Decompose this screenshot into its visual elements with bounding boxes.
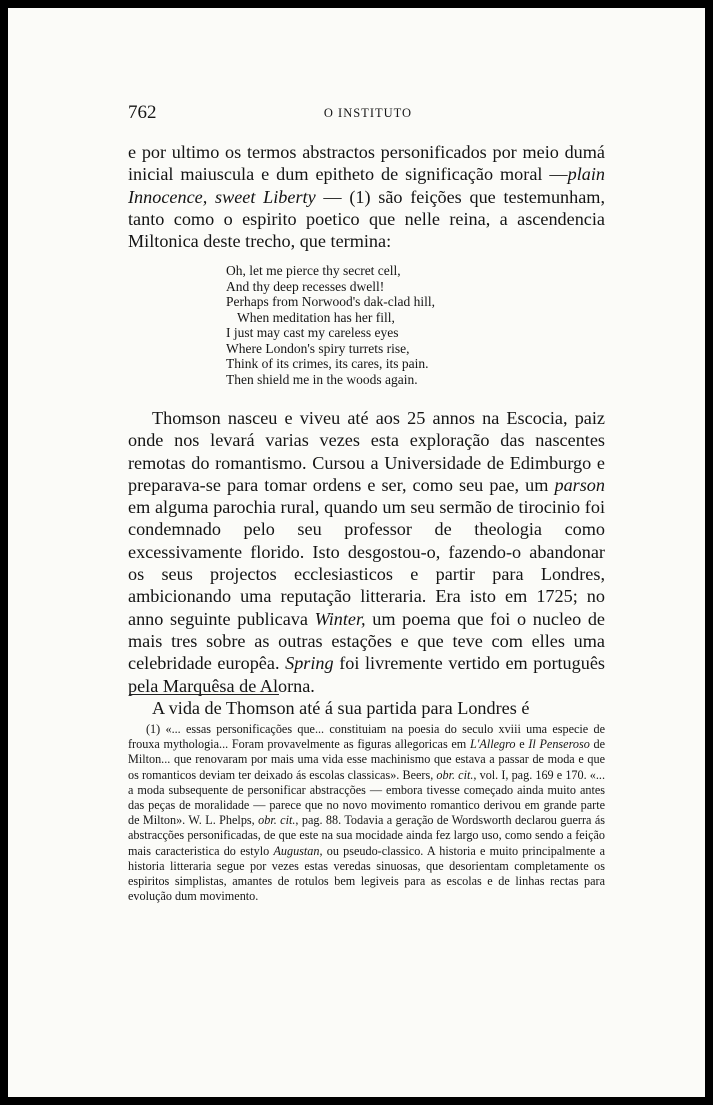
paragraph-2-emphasis-spring: Spring	[285, 653, 334, 674]
page-number: 762	[128, 102, 157, 123]
footnote-text-c: de Milton... que renovaram por mais uma vida esse machinismo que estava a passar de moda e que os romanticos deviam ter deixado ás escolas classicas». Beers,	[128, 737, 606, 782]
poem-line: Where London's spiry turrets rise,	[226, 340, 410, 356]
paragraph-3: A vida de Thomson até á sua partida para Londres é	[152, 697, 530, 718]
running-head	[128, 102, 608, 124]
footnote-divider	[129, 694, 279, 695]
paragraph-1-text-b: — (1) são feições que testemunham, tanto como o espirito poetico que nelle reina, a ascendencia Miltonica deste trecho, que termina:	[128, 186, 606, 252]
running-title: O INSTITUTO	[323, 106, 413, 120]
poem-line: Think of its crimes, its cares, its pain.	[226, 356, 429, 371]
footnote-text-d: , vol. I, pag. 169 e 170. «... a moda subsequente de personificar abstracções — embora tivesse começado ainda muito antes das peças de moralidade — parece que no novo movimento romantico derivou em grande parte de Milton». W. L. Phelps,	[128, 767, 606, 828]
footnote-emphasis-obr-cit-2: obr. cit.	[258, 813, 296, 828]
poem-line: Perhaps from Norwood's dak-clad hill,	[226, 294, 436, 309]
poem-line: And thy deep recesses dwell!	[226, 278, 385, 294]
footnote-text-e: , pag. 88. Todavia a geração de Wordsworth declarou guerra ás abstracções personificadas, de que este na sua mocidade ainda fez largo uso, como sendo a feição mais caracteristica do estylo	[128, 813, 605, 858]
paragraph-2-emphasis-parson: parson	[554, 474, 605, 495]
paragraph-2-emphasis-winter: Winter,	[314, 608, 366, 629]
footnote-text-b: e	[515, 737, 529, 752]
footnote-emphasis-obr-cit-1: obr. cit.	[436, 767, 474, 782]
poem-line: When meditation has her fill,	[237, 309, 395, 325]
paragraph-2	[128, 407, 605, 719]
footnote-emphasis-penseroso: Il Penseroso	[528, 737, 590, 752]
poem-line: I just may cast my careless eyes	[226, 325, 399, 340]
book-page	[8, 8, 705, 1097]
footnote-text-f: ou pseudo-classico. A historia e muito principalmente a historia litteraria segue por vezes estas veredas sinuosas, que desorientam completamente os espiritos simplistas, amantes de rotulos bem legiveis para as escolas e de linhas rectas para evolução dum movimento.	[128, 843, 605, 904]
paragraph-1-emphasis: plain Innocence, sweet Liberty	[128, 164, 605, 207]
paragraph-2-text-b: em alguma parochia rural, quando um seu sermão de tirocinio foi condemnado pelo seu professor de theologia como excessivamente florido. Isto desgostou-o, fazendo-o abandonar os seus projectos ecclesiasticos e partir para Londres, ambicionando uma reputação litteraria. Era isto em 1725; no anno seguinte publicava	[128, 497, 605, 629]
footnote	[128, 722, 605, 904]
paragraph-1	[128, 141, 605, 252]
paragraph-2-text-c: um poema que foi o nucleo de mais tres sobre as outras estações e que teve com elles uma celebridade europêa.	[128, 608, 605, 674]
footnote-emphasis-allegro: L'Allegro	[470, 737, 516, 752]
paragraph-1-text-a: e por ultimo os termos abstractos personificados por meio dumá inicial maiuscula e dum epitheto de significação moral —	[128, 142, 605, 185]
paragraph-2-text-a: Thomson nasceu e viveu até aos 25 annos na Escocia, paiz onde nos levará varias vezes esta exploração das nascentes remotas do romantismo. Cursou a Universidade de Edimburgo e preparava-se para tomar ordens e ser, como seu pae, um	[128, 408, 605, 495]
poem-line: Then shield me in the woods again.	[226, 371, 418, 387]
footnote-text-a: (1) «... essas personificações que... constituiam na poesia do seculo xviii uma especie de frouxa mythologia... Foram provavelmente as figuras allegoricas em	[128, 722, 605, 752]
poem-quotation	[226, 263, 526, 387]
poem-line: Oh, let me pierce thy secret cell,	[226, 263, 401, 278]
paragraph-2-text-d: foi livremente vertido em português pela Marquêsa de Alorna.	[128, 653, 605, 696]
footnote-emphasis-augustan: Augustan,	[273, 843, 323, 858]
